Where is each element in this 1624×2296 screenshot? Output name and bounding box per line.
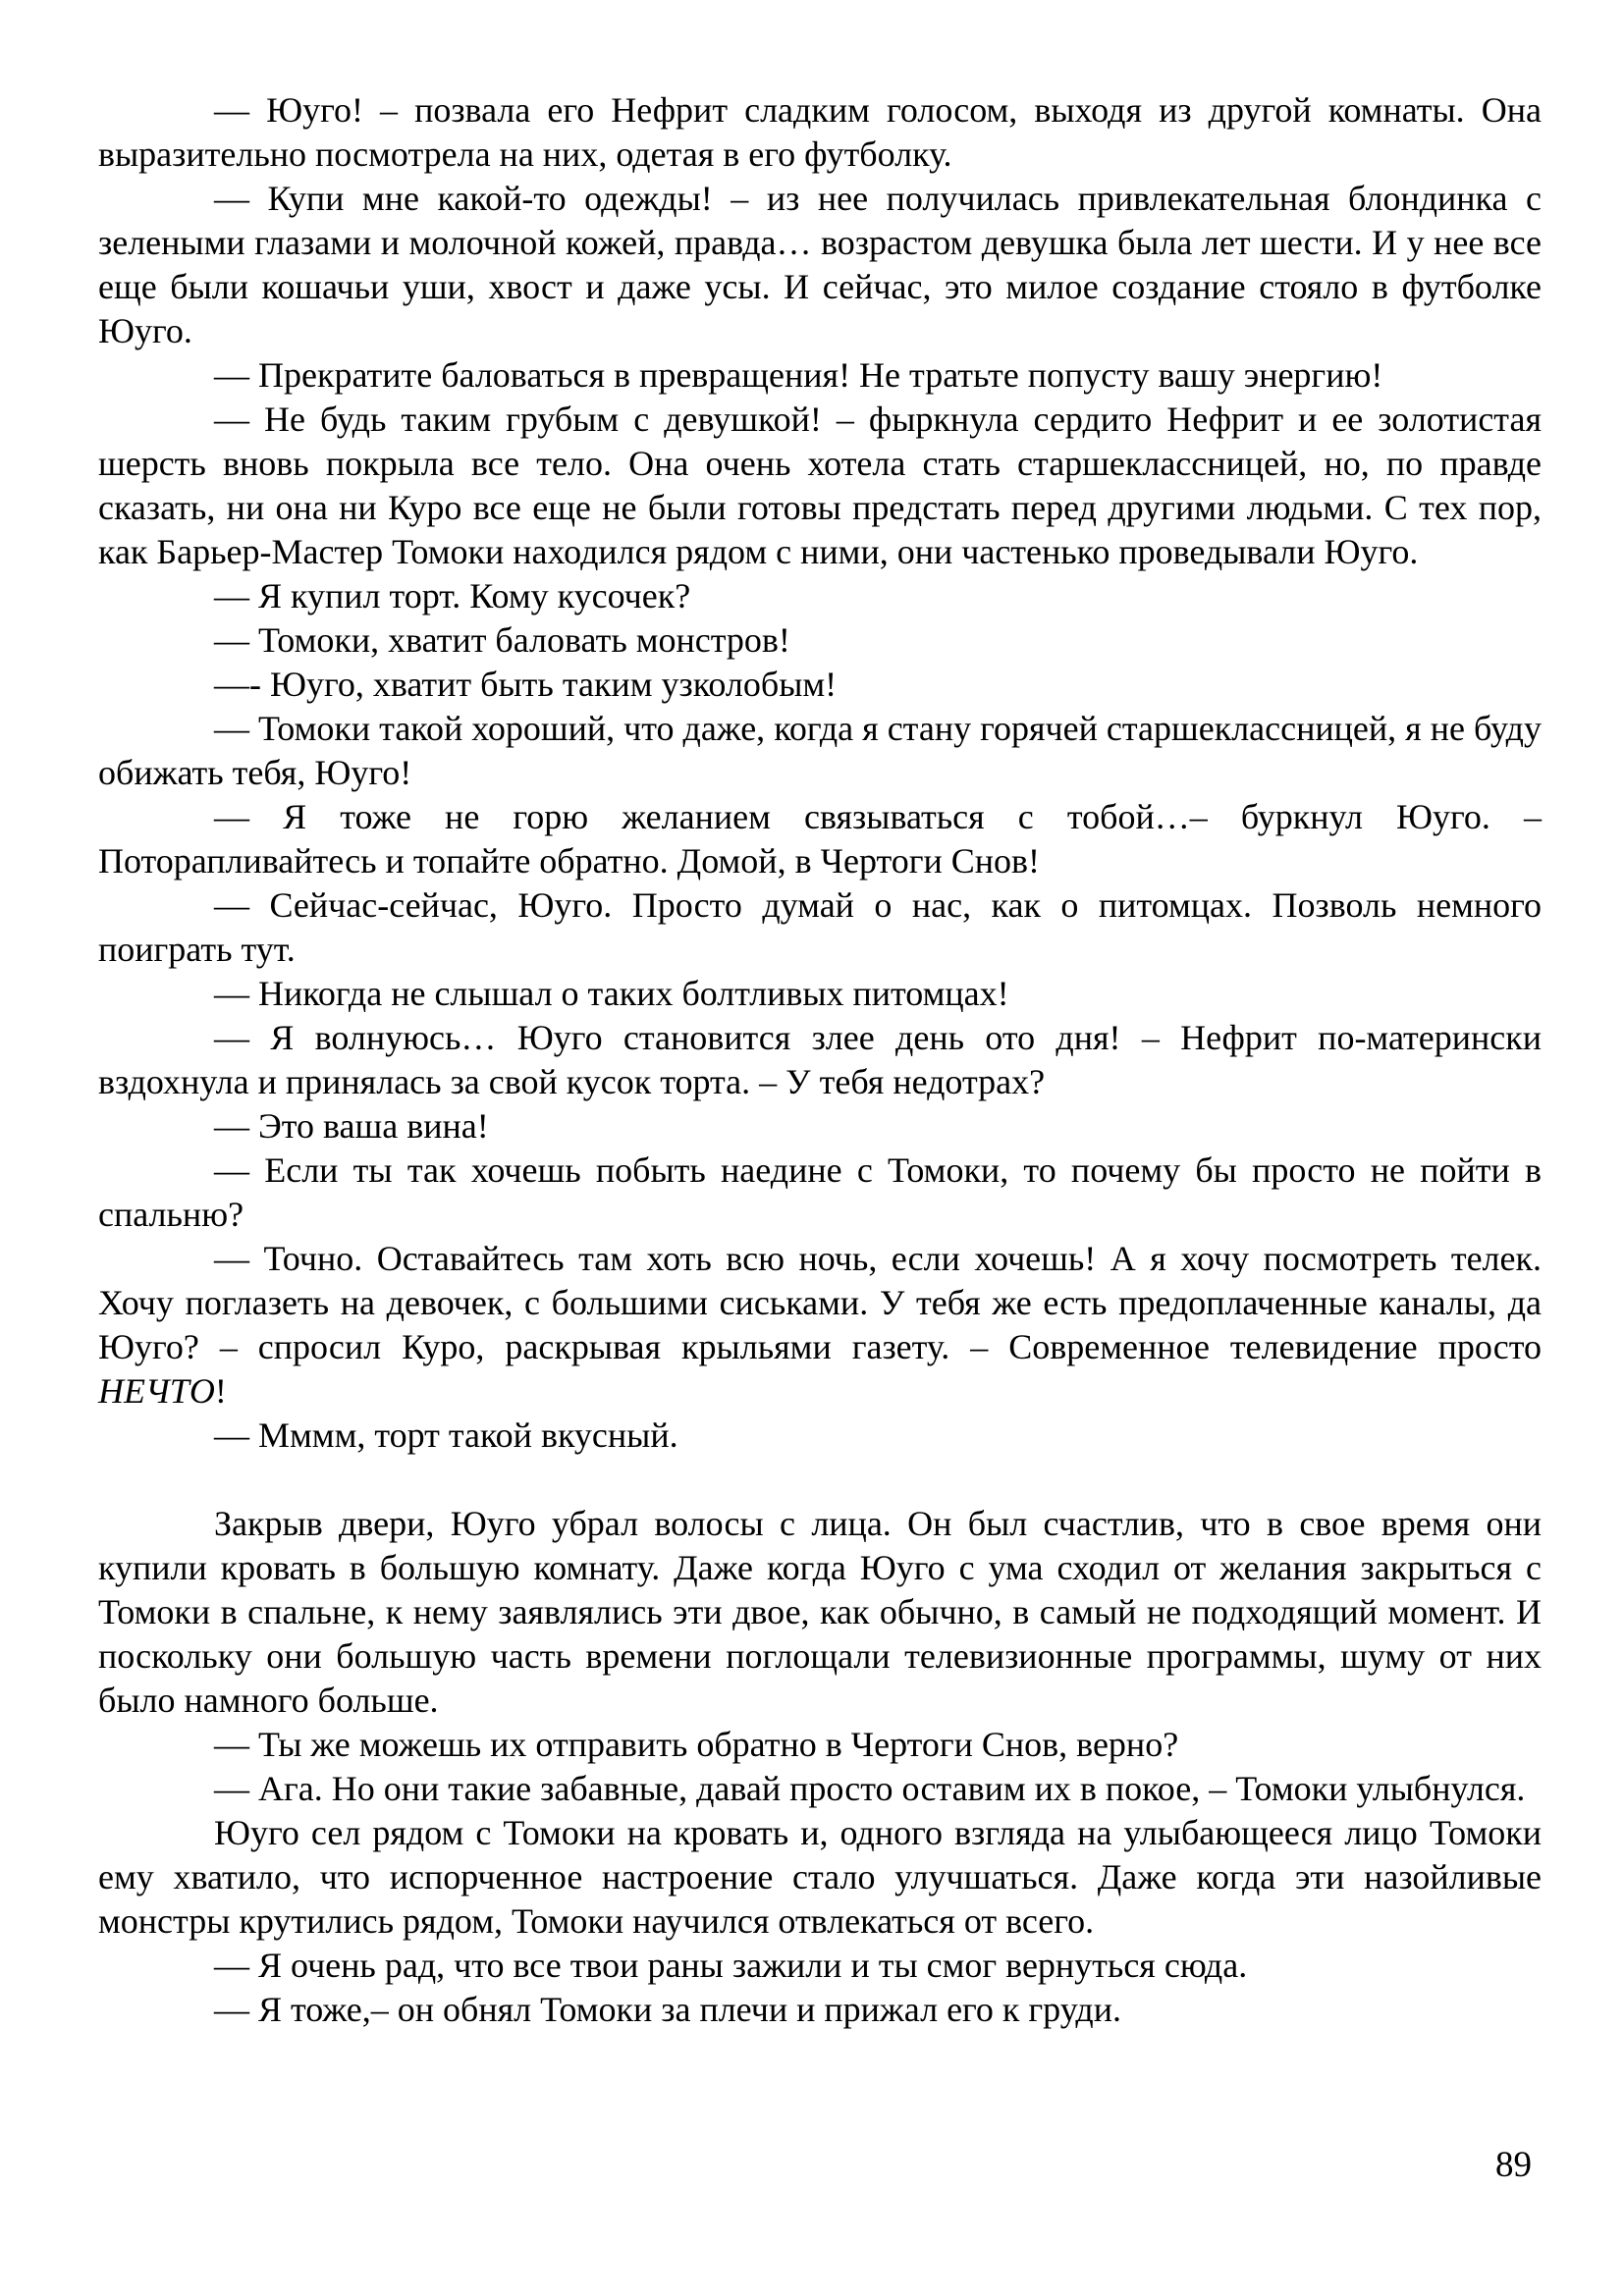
text-run: — Точно. Оставайтесь там хоть всю ночь, если хочешь! А я хочу посмотреть телек. Хочу поглазеть на девочек, с большими сиськами. У тебя же есть предоплаченные каналы, да Юуго? – спросил Куро, раскрывая крыльями газету. – Современное телевидение просто [98,1239,1542,1366]
italic-text-run: НЕЧТО [98,1371,215,1411]
paragraph [98,1016,1542,1104]
paragraph [98,1148,1542,1237]
text-run: — Я тоже не горю желанием связываться с тобой…– буркнул Юуго. – Поторапливайтесь и топайте обратно. Домой, в Чертоги Снов! [98,797,1542,881]
paragraph [98,1944,1542,1988]
text-run: — Если ты так хочешь побыть наедине с Томоки, то почему бы просто не пойти в спальню? [98,1150,1542,1234]
text-run: — Я очень рад, что все твои раны зажили и ты смог вернуться сюда. [214,1946,1248,1985]
text-run: — Томоки такой хороший, что даже, когда я стану горячей старшеклассницей, я не буду обижать тебя, Юуго! [98,709,1542,792]
paragraph [98,663,1542,707]
paragraph [98,1414,1542,1458]
paragraph [98,707,1542,795]
text-run: — Прекратите баловаться в превращения! Не тратьте попусту вашу энергию! [214,355,1383,395]
text-run: — Ага. Но они такие забавные, давай просто оставим их в покое, – Томоки улыбнулся. [214,1769,1526,1808]
text-block [98,88,1542,2032]
paragraph [98,1988,1542,2032]
text-run: — Купи мне какой-то одежды! – из нее получилась привлекательная блондинка с зелеными глазами и молочной кожей, правда… возрастом девушка была лет шести. И у нее все еще были кошачьи уши, хвост и даже усы. И сейчас, это милое создание стояло в футболке Юуго. [98,179,1542,350]
paragraph [98,618,1542,663]
paragraph [98,1811,1542,1944]
text-run: — Я тоже,– он обнял Томоки за плечи и прижал его к груди. [214,1990,1122,2029]
text-run: —- Юуго, хватит быть таким узколобым! [214,665,838,704]
paragraph [98,1237,1542,1414]
paragraph [98,88,1542,177]
paragraph [98,1767,1542,1811]
paragraph [98,1104,1542,1148]
text-run: Юуго сел рядом с Томоки на кровать и, одного взгляда на улыбающееся лицо Томоки ему хватило, что испорченное настроение стало улучшаться. Даже когда эти назойливые монстры крутились рядом, Томоки научился отвлекаться от всего. [98,1813,1542,1941]
paragraph [98,1723,1542,1767]
paragraph [98,398,1542,574]
text-run: ! [214,1371,227,1411]
text-run: — Мммм, торт такой вкусный. [214,1415,678,1455]
text-run: — Юуго! – позвала его Нефрит сладким голосом, выходя из другой комнаты. Она выразительно посмотрела на них, одетая в его футболку. [98,90,1542,174]
paragraph [98,177,1542,353]
text-run: — Я волнуюсь… Юуго становится злее день ото дня! – Нефрит по-матерински вздохнула и принялась за свой кусок торта. – У тебя недотрах? [98,1018,1542,1101]
text-run: — Ты же можешь их отправить обратно в Чертоги Снов, верно? [214,1725,1179,1764]
text-run: — Это ваша вина! [214,1106,489,1146]
text-run: — Томоки, хватит баловать монстров! [214,620,790,660]
text-run: — Никогда не слышал о таких болтливых питомцах! [214,974,1009,1013]
paragraph [98,574,1542,618]
paragraph [98,353,1542,398]
text-run: — Не будь таким грубым с девушкой! – фыркнула сердито Нефрит и ее золотистая шерсть вновь покрыла все тело. Она очень хотела стать старшеклассницей, но, по правде сказать, ни она ни Куро все еще не были готовы предстать перед другими людьми. С тех пор, как Барьер-Мастер Томоки находился рядом с ними, они частенько проведывали Юуго. [98,400,1542,571]
text-run: Закрыв двери, Юуго убрал волосы с лица. Он был счастлив, что в свое время они купили кровать в большую комнату. Даже когда Юуго с ума сходил от желания закрыться с Томоки в спальне, к нему заявлялись эти двое, как обычно, в самый не подходящий момент. И поскольку они большую часть времени поглощали телевизионные программы, шуму от них было намного больше. [98,1504,1542,1720]
paragraph [98,972,1542,1016]
paragraph [98,883,1542,972]
text-run: — Сейчас-сейчас, Юуго. Просто думай о нас, как о питомцах. Позволь немного поиграть тут. [98,885,1542,969]
paragraph [98,795,1542,883]
paragraph [98,1502,1542,1723]
page-number: 89 [1495,2145,1532,2185]
text-run: — Я купил торт. Кому кусочек? [214,576,691,615]
